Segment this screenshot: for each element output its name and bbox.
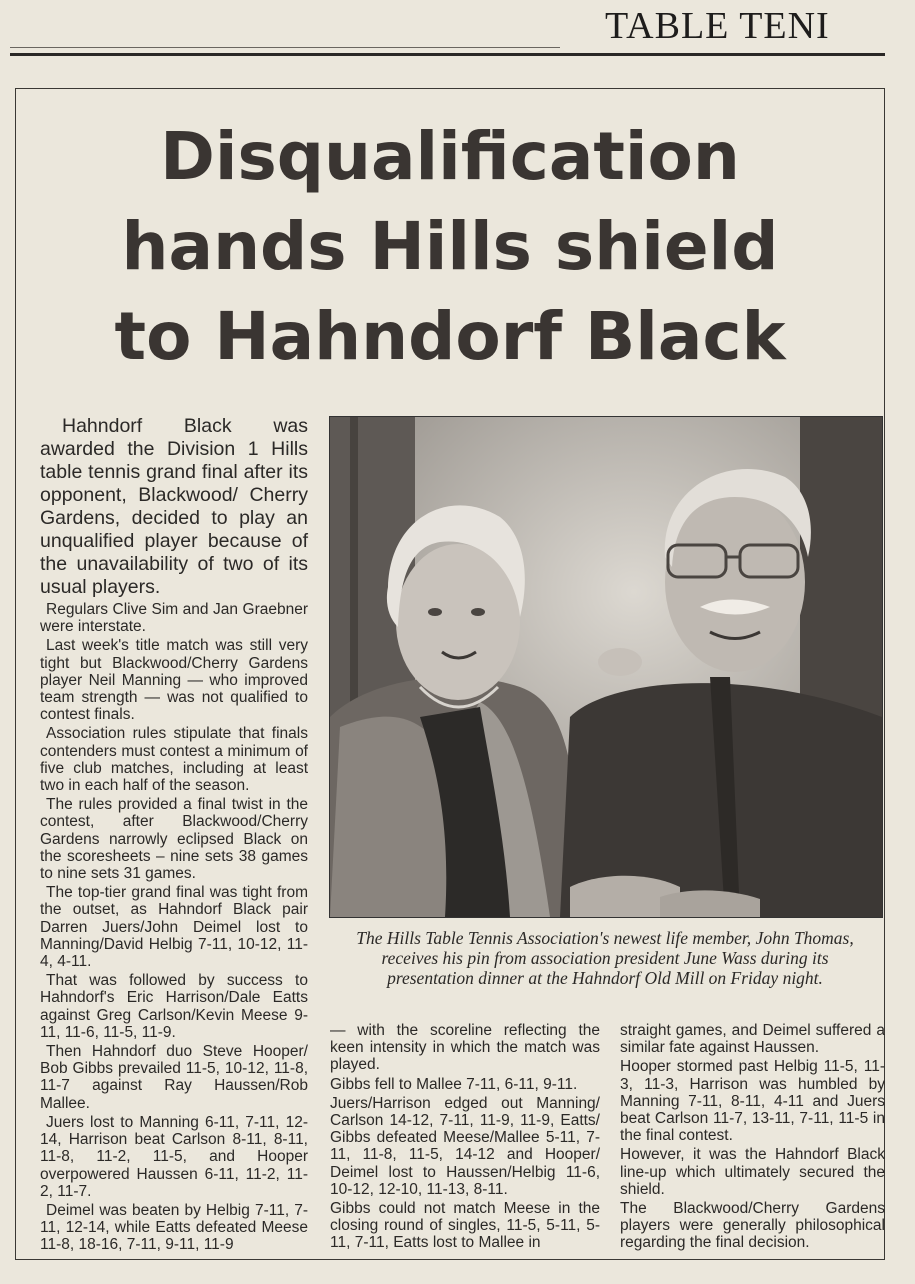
- section-label: TABLE TENI: [605, 5, 830, 47]
- paragraph: Juers lost to Manning 6-11, 7-11, 12-14, Harrison beat Carlson 8-11, 8-11, 11-8, 11-2, 11-5, and Hooper overpowered Haussen 6-11, 11-2, 11-2, 11-7.: [40, 1113, 308, 1200]
- paragraph: Last week's title match was still very tight but Blackwood/Cherry Gardens player Neil Manning — who improved team strength — was not qualified to contest finals.: [40, 637, 308, 724]
- paragraph: — with the scoreline reflecting the keen intensity in which the match was played.: [330, 1022, 600, 1074]
- headline-line-2: hands Hills shield: [121, 208, 779, 285]
- paragraph: The rules provided a final twist in the contest, after Blackwood/Cherry Gardens narrowly eclipsed Black on the scoresheets – nine sets 38 games to nine sets 31 games.: [40, 796, 308, 883]
- paragraph: Then Hahndorf duo Steve Hooper/ Bob Gibbs prevailed 11-5, 10-12, 11-8, 11-7 against Ray Haussen/Rob Mallee.: [40, 1043, 308, 1112]
- paragraph: Regulars Clive Sim and Jan Graebner were interstate.: [40, 601, 308, 636]
- paragraph: Gibbs could not match Meese in the closing round of singles, 11-5, 5-11, 5-11, 7-11, Eatts lost to Mallee in: [330, 1200, 600, 1252]
- lead-paragraph: Hahndorf Black was awarded the Division 1 Hills table tennis grand final after its opponent, Blackwood/ Cherry Gardens, decided to play an unqualified player because of the unavailability of two of its usual players.: [40, 415, 308, 598]
- paragraph: That was followed by success to Hahndorf's Eric Harrison/Dale Eatts against Greg Carlson/Kevin Meese 9-11, 11-6, 11-5, 11-9.: [40, 972, 308, 1041]
- paragraph: The Blackwood/Cherry Gardens players were generally philosophical regarding the final decision.: [620, 1200, 885, 1252]
- paragraph: The top-tier grand final was tight from the outset, as Hahndorf Black pair Darren Juers/John Deimel lost to Manning/David Helbig 7-11, 10-12, 11-4, 4-11.: [40, 884, 308, 971]
- paragraph: Hooper stormed past Helbig 11-5, 11-3, 11-3, Harrison was humbled by Manning 7-11, 8-11, 4-11 and Juers beat Carlson 11-7, 13-11, 7-11, 11-5 in the final contest.: [620, 1058, 885, 1145]
- article-photo: [329, 416, 883, 918]
- paragraph: Deimel was beaten by Helbig 7-11, 7-11, 12-14, while Eatts defeated Meese 11-8, 18-16, 7-11, 9-11, 11-9: [40, 1201, 308, 1254]
- headline-line-3: to Hahndorf Black: [114, 298, 786, 375]
- top-rule-thin: [10, 47, 560, 48]
- headline: [20, 112, 880, 382]
- top-rule: [10, 53, 885, 56]
- article-column-2: [330, 1022, 600, 1254]
- article-column-3: [620, 1022, 885, 1254]
- paragraph: Juers/Harrison edged out Manning/ Carlson 14-12, 7-11, 11-9, 11-9, Eatts/ Gibbs defeated Meese/Mallee 5-11, 7-11, 11-8, 11-5, 14-12 and Hooper/ Deimel lost to Haussen/Helbig 11-6, 10-12, 12-10, 11-13, 8-11.: [330, 1094, 600, 1198]
- headline-line-1: Disqualification: [160, 118, 740, 195]
- paragraph: straight games, and Deimel suffered a similar fate against Haussen.: [620, 1022, 885, 1057]
- photo-caption: The Hills Table Tennis Association's newest life member, John Thomas, receives his pin from association president June Wass during its presentation dinner at the Hahndorf Old Mill on Friday night.: [356, 928, 854, 988]
- photo-illustration: [330, 417, 882, 917]
- paragraph: Gibbs fell to Mallee 7-11, 6-11, 9-11.: [330, 1075, 578, 1093]
- article-column-1: [40, 415, 308, 1256]
- paragraph: However, it was the Hahndorf Black line-up which ultimately secured the shield.: [620, 1146, 885, 1198]
- paragraph: Association rules stipulate that finals contenders must contest a minimum of five club matches, including at least two in each half of the season.: [40, 725, 308, 795]
